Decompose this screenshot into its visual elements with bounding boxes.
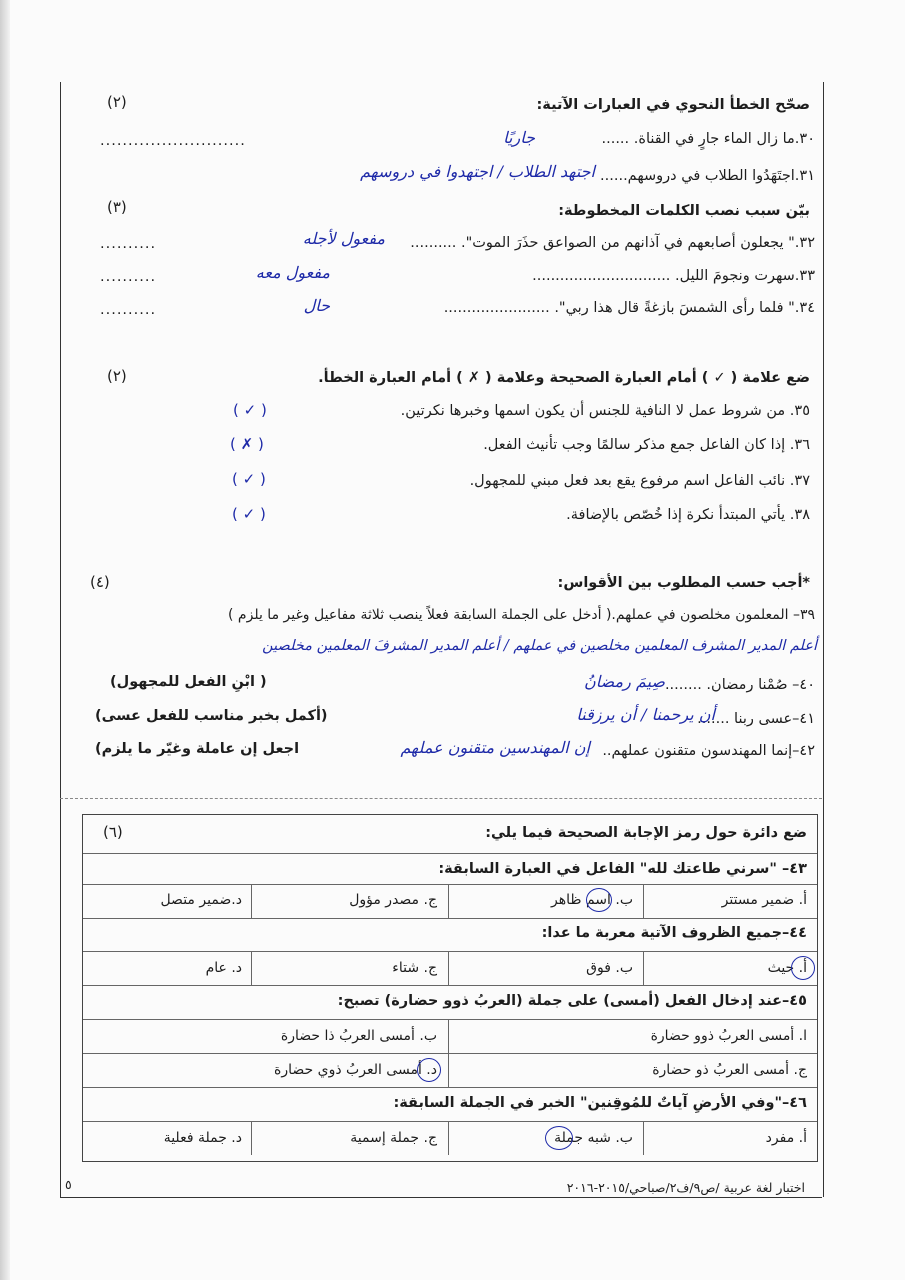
q45-text: ٤٥–عند إدخال الفعل (أمسى) على جملة (العربُ ذوو حضارة) تصبح: xyxy=(337,993,807,1009)
col-divider xyxy=(251,951,252,985)
q41-answer: أن يرحمنا / أن يرزقنا xyxy=(576,705,715,724)
q44-option-a[interactable]: أ. حيث xyxy=(767,960,807,976)
section3-instruction: ضع علامة ( ✓ ) أمام العبارة الصحيحة وعلامة ( ✗ ) أمام العبارة الخطأ. xyxy=(318,370,810,386)
section-separator xyxy=(60,798,822,799)
page-number: ٥ xyxy=(65,1177,72,1192)
row-divider xyxy=(83,918,817,919)
col-divider xyxy=(643,1121,644,1155)
q44-answer-circle xyxy=(791,956,815,980)
mcq-box xyxy=(82,814,818,1162)
q30-answer: جاريًا xyxy=(503,128,535,147)
q42-text: ٤٢–إنما المهندسون متقنون عملهم.. xyxy=(602,743,815,759)
section1-instruction: صحّح الخطأ النحوي في العبارات الآتية: xyxy=(536,97,810,113)
col-divider xyxy=(448,1121,449,1155)
section4-marks: (٤) xyxy=(90,573,110,591)
q40-answer: صِيمَ رمضانُ xyxy=(584,672,665,691)
col-divider xyxy=(448,884,449,918)
q34-answer: حال xyxy=(303,296,330,315)
q33-answer: مفعول معه xyxy=(255,263,330,282)
q38-answer: ( ✓ ) xyxy=(232,505,266,523)
section4-instruction: *أجب حسب المطلوب بين الأقواس: xyxy=(557,575,810,591)
q40-text: ٤٠– صُمْنا رمضان. ........ xyxy=(664,677,815,693)
q45-option-b[interactable]: ب. أمسى العربُ ذا حضارة xyxy=(280,1028,437,1044)
q44-option-b[interactable]: ب. فوق xyxy=(586,960,633,976)
q40-hint: ( ابْنِ الفعل للمجهول) xyxy=(110,674,267,690)
q42-answer: إن المهندسين متقنون عملهم xyxy=(400,738,590,757)
q34-dotline: .......... xyxy=(100,302,157,318)
q41-hint: (أكمل بخبر مناسب للفعل عسى) xyxy=(95,708,328,724)
q44-options-row xyxy=(83,951,817,985)
section1-marks: (٢) xyxy=(107,93,127,111)
col-divider xyxy=(251,884,252,918)
q45-answer-circle xyxy=(417,1058,441,1082)
q45-option-d[interactable]: د. أمسى العربُ ذوي حضارة xyxy=(274,1062,437,1078)
q43-text: ٤٣– "سرني طاعتك لله" الفاعل في العبارة السابقة: xyxy=(438,861,807,877)
q46-option-c[interactable]: ج. جملة إسمية xyxy=(350,1130,437,1146)
section5-instruction: ضع دائرة حول رمز الإجابة الصحيحة فيما يلي: xyxy=(485,825,807,841)
row-divider xyxy=(83,1087,817,1088)
section5-marks: (٦) xyxy=(103,823,123,841)
col-divider xyxy=(643,951,644,985)
q43-option-a[interactable]: أ. ضمير مستتر xyxy=(721,892,807,908)
scan-edge xyxy=(0,0,10,1280)
q36-answer: ( ✗ ) xyxy=(230,435,264,453)
col-divider xyxy=(448,951,449,985)
q46-answer-circle xyxy=(545,1126,573,1150)
q32-dotline: .......... xyxy=(100,236,157,252)
section2-instruction: بيّن سبب نصب الكلمات المخطوطة: xyxy=(558,203,810,219)
q31-answer: اجتهد الطلاب / اجتهدوا في دروسهم xyxy=(360,162,595,181)
q44-text: ٤٤–جميع الظروف الآتية معربة ما عدا: xyxy=(541,925,807,941)
q37-answer: ( ✓ ) xyxy=(232,470,266,488)
q39-answer: أعلم المدير المشرف المعلمين مخلصين في عملهم / أعلم المدير المشرفَ المعلمين مخلصين xyxy=(262,638,817,654)
page-frame-bottom xyxy=(60,1197,822,1198)
q45-option-c[interactable]: ج. أمسى العربُ ذو حضارة xyxy=(652,1062,807,1078)
section2-marks: (٣) xyxy=(107,198,127,216)
q45-options-row1 xyxy=(83,1019,817,1053)
q43-option-d[interactable]: د.ضمير متصل xyxy=(160,892,242,908)
q45-options-row2 xyxy=(83,1053,817,1087)
q44-option-c[interactable]: ج. شتاء xyxy=(392,960,437,976)
q37-text: ٣٧. نائب الفاعل اسم مرفوع يقع بعد فعل مبني للمجهول. xyxy=(469,473,810,489)
q46-option-d[interactable]: د. جملة فعلية xyxy=(163,1130,242,1146)
q32-answer: مفعول لأجله xyxy=(302,229,385,248)
q42-hint: اجعل إن عاملة وغيّر ما يلزم) xyxy=(95,741,300,757)
q45-option-a[interactable]: ا. أمسى العربُ ذوو حضارة xyxy=(650,1028,807,1044)
q46-option-b[interactable]: ب. شبه جملة xyxy=(554,1130,633,1146)
col-divider xyxy=(251,1121,252,1155)
q46-option-a[interactable]: أ. مفرد xyxy=(765,1130,807,1146)
q46-text: ٤٦–"وفي الأرضِ آياتٌ للمُوقِنين" الخبر في الجملة السابقة: xyxy=(393,1095,807,1111)
q32-text: ٣٢." يجعلون أصابعهم في آذانهم من الصواعق حذَرَ الموت". .......... xyxy=(410,235,815,251)
q38-text: ٣٨. يأتي المبتدأ نكرة إذا خُصّص بالإضافة. xyxy=(566,507,810,523)
q41-text: ٤١–عسى ربنا ....... xyxy=(697,711,815,727)
q30-dotline: .......................... xyxy=(100,133,246,149)
footer-text: اختبار لغة عربية /ص٩/ف٢/صباحي/٢٠١٥-٢٠١٦ xyxy=(566,1180,805,1195)
section3-marks: (٢) xyxy=(107,367,127,385)
q36-text: ٣٦. إذا كان الفاعل جمع مذكر سالمًا وجب تأنيث الفعل. xyxy=(483,437,810,453)
q33-text: ٣٣.سهرت ونجومَ الليل. .............................. xyxy=(532,268,815,284)
q31-text: ٣١.اجتَهَدُوا الطلاب في دروسهم...... xyxy=(600,168,815,184)
q43-answer-circle xyxy=(586,888,612,912)
col-divider xyxy=(643,884,644,918)
q43-options-row xyxy=(83,884,817,918)
q30-text: ٣٠.ما زال الماء جارٍ في القناة. ...... xyxy=(601,131,815,147)
col-divider xyxy=(448,1019,449,1053)
q43-option-b[interactable]: ب. اسم ظاهر xyxy=(551,892,633,908)
col-divider xyxy=(448,1053,449,1087)
q35-text: ٣٥. من شروط عمل لا النافية للجنس أن يكون اسمها وخبرها نكرتين. xyxy=(400,403,810,419)
q43-option-c[interactable]: ج. مصدر مؤول xyxy=(349,892,437,908)
q44-option-d[interactable]: د. عام xyxy=(205,960,242,976)
row-divider xyxy=(83,985,817,986)
q34-text: ٣٤." فلما رأى الشمسَ بازغةً قال هذا ربي". ....................... xyxy=(443,300,815,316)
q33-dotline: .......... xyxy=(100,269,157,285)
q35-answer: ( ✓ ) xyxy=(233,401,267,419)
row-divider xyxy=(83,853,817,854)
q39-text: ٣٩– المعلمون مخلصون في عملهم.( أدخل على الجملة السابقة فعلاً ينصب ثلاثة مفاعيل وغير ما يلزم ) xyxy=(228,607,815,623)
q46-options-row xyxy=(83,1121,817,1155)
